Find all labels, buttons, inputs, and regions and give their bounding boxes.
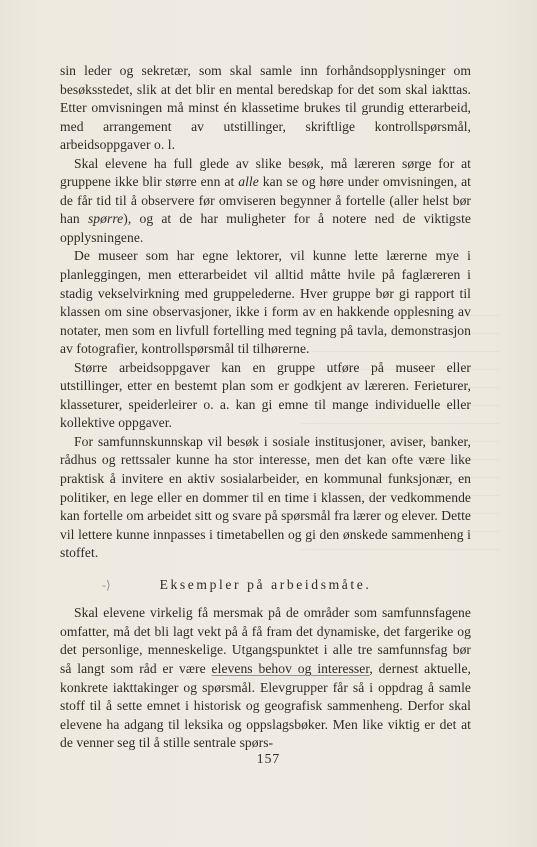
paragraph-4-text: Større arbeidsoppgaver kan en gruppe utføre på museer eller utstillinger, etter en bestemt plan som er godkjent av læreren. Ferieturer, klasseturer, speiderleirer o. a. kan gi emne til mange individuelle eller kollektive oppgaver.	[60, 359, 471, 431]
section-heading	[60, 576, 471, 595]
paragraph-2	[60, 155, 471, 248]
paragraph-4	[60, 359, 471, 433]
paragraph-6-text-c: , dernest aktuelle, konkrete iakttakinger og spørsmål. Elevgrupper får så i oppdrag å samle stoff til å sette emnet i historisk og geografisk sammenheng. Derfor skal elevene ha adgang til leksika og oppslagsbøker. Men like viktig er det at de venner seg til å stille sentrale spørs-	[60, 660, 472, 751]
emphasis-sporre: spørre	[87, 211, 124, 227]
paragraph-1	[60, 62, 471, 155]
paragraph-5	[60, 433, 471, 563]
paragraph-2-text-a: Skal elevene ha full glede av slike besøk, må læreren sørge for at gruppene ikke blir større enn at	[60, 155, 471, 190]
paragraph-2-text-c: kan se og høre under omvisningen, at de får tid til å observere før omviseren begynner å fortelle (aller helst bør han	[60, 174, 471, 227]
paragraph-3	[60, 247, 471, 358]
pencil-underlined-phrase: elevens behov og interesser	[211, 660, 370, 676]
page-number: 157	[256, 751, 281, 766]
body-text	[60, 62, 471, 753]
section-heading-text: Eksempler på arbeidsmåte.	[159, 576, 372, 592]
paragraph-5-text: For samfunnskunnskap vil besøk i sosiale institusjoner, aviser, banker, rådhus og rettssaler kunne ha stor interesse, men det kan ofte være like praktisk å invitere en aktiv sosialarbeider, en kommunal funksjonær, en politiker, en lege eller en dommer til en time i klassen, der vedkommende kan fortelle om arbeidet sitt og svare på spørsmål fra lærer og elever. Dette vil lettere kunne innpasses i timetabellen og gi den ønskede sammenheng i stoffet.	[60, 433, 471, 561]
paragraph-6-text-a: Skal elevene virkelig få mersmak på de områder som samfunnsfagene omfatter, må det bli lagt vekt på å få fram det dynamiske, det fargerike og det personlige, menneskelige. Utgangspunktet i alle tre samfunnsfag bør så langt som råd er være	[60, 605, 471, 676]
paragraph-3-text: De museer som har egne lektorer, vil kunne lette lærerne mye i planleggingen, men etterarbeidet vil alltid måtte hvile på faglæreren i stadig vekselvirkning med gruppelederne. Hver gruppe bør gi rapport til klassen om sine observasjoner, ikke i form av en hakkende opplesning av notater, men som en livfull fortelling med tegning på tavla, demonstrasjon av fotografier, kontrollspørsmål til tilhørerne.	[60, 248, 471, 357]
emphasis-alle: alle	[238, 174, 259, 190]
paragraph-6	[60, 604, 471, 752]
paragraph-2-text-e: ), og at de har muligheter for å notere ned de viktigste opplysningene.	[60, 211, 472, 245]
pencil-arrow-mark: -⟩	[102, 577, 111, 592]
paragraph-1-text: sin leder og sekretær, som skal samle inn forhåndsopplysninger om besøksstedet, slik at det blir en mental beredskap for det som skal iakttas. Etter omvisningen må minst én klassetime brukes til grundig etterarbeid, med arrangement av utstillinger, skriftlige kontrollspørsmål, arbeidsoppgaver o. l.	[60, 63, 471, 153]
